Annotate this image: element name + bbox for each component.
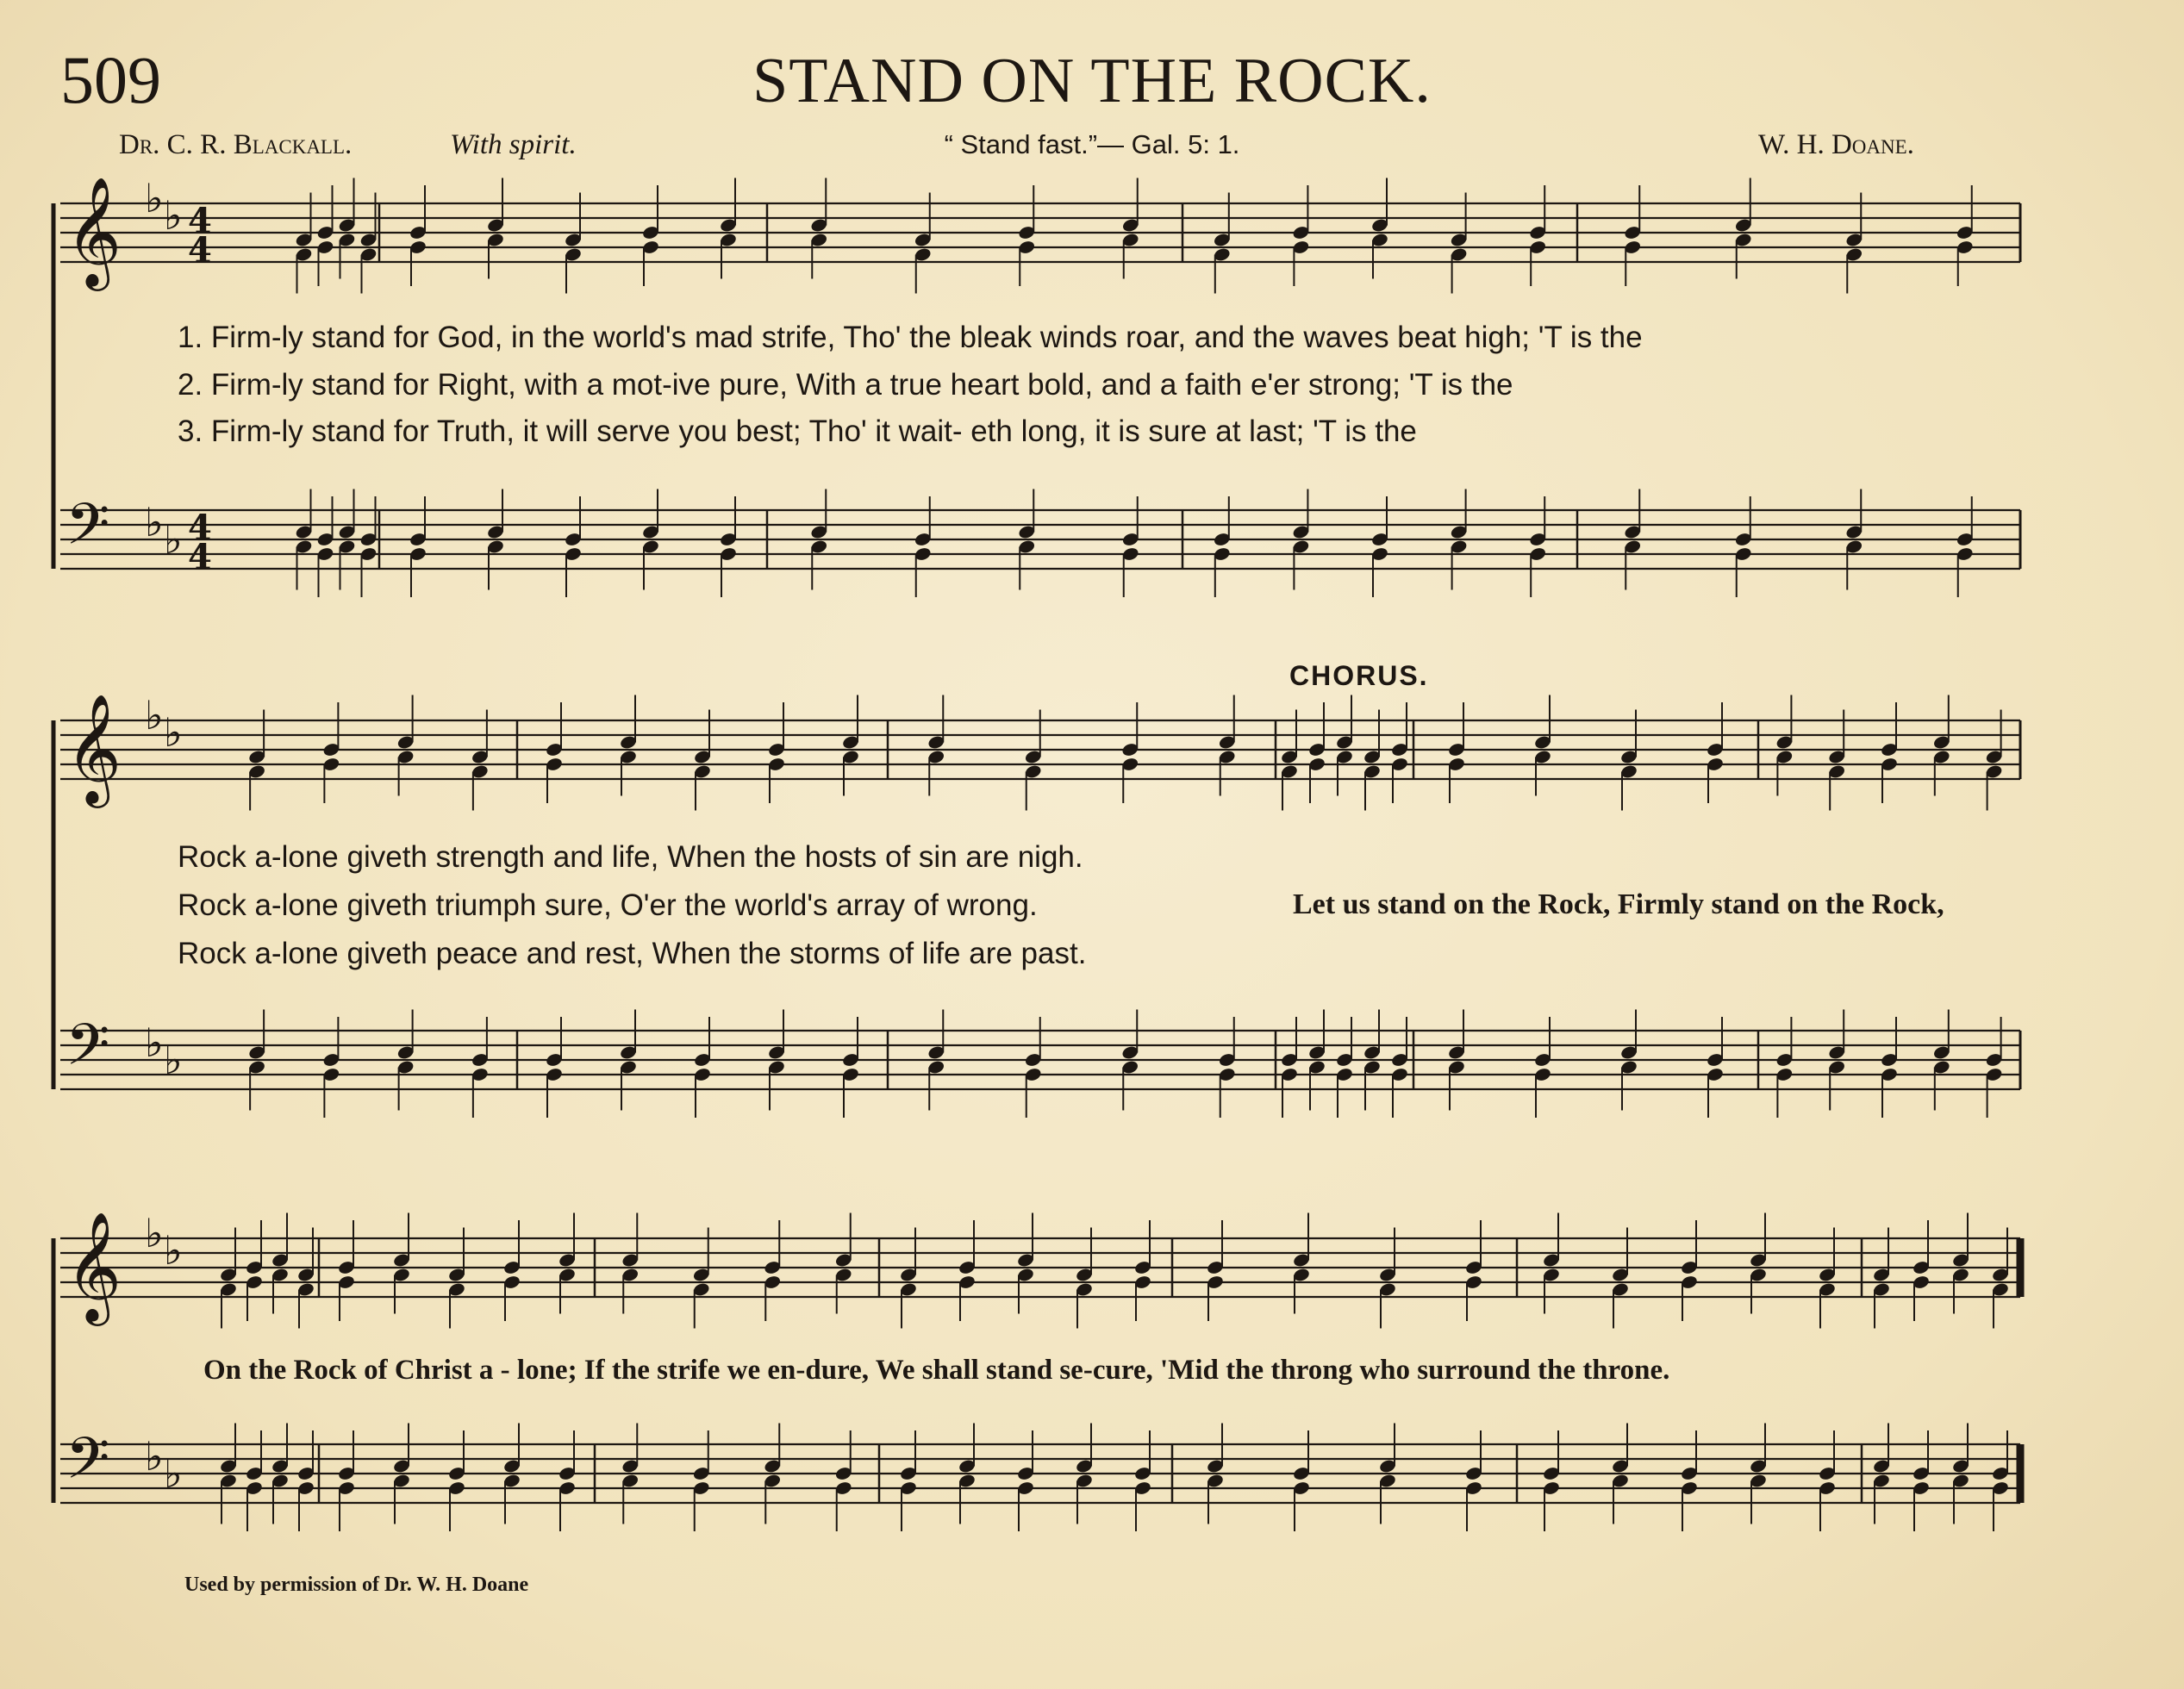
bass-clef: 𝄢 — [66, 1012, 110, 1092]
composer-credit: W. H. Doane. — [1758, 129, 1914, 160]
verse-3-line-1: 3. Firm-ly stand for Truth, it will serve you best; Tho' it wait- eth long, it is sure at last; 'T is the — [178, 414, 1417, 448]
treble-clef: 𝄞 — [66, 693, 122, 803]
flat-sign: ♭ — [164, 1450, 183, 1497]
flat-sign: ♭ — [145, 1433, 164, 1480]
flat-sign: ♭ — [164, 1037, 183, 1083]
flat-sign: ♭ — [145, 692, 164, 739]
flat-sign: ♭ — [145, 499, 164, 545]
verse-1-line-2: Rock a-lone giveth strength and life, When the hosts of sin are nigh. — [178, 840, 1083, 874]
flat-sign: ♭ — [145, 1210, 164, 1256]
flat-sign: ♭ — [164, 1227, 183, 1274]
verse-2-line-1: 2. Firm-ly stand for Right, with a mot-ive pure, With a true heart bold, and a faith e'er strong; 'T is the — [178, 368, 1513, 402]
flat-sign: ♭ — [164, 709, 183, 756]
time-signature-bottom: 4 — [188, 537, 212, 577]
chorus-line-1: Let us stand on the Rock, Firmly stand on the Rock, — [1293, 888, 1944, 920]
treble-clef: 𝄞 — [66, 1211, 122, 1321]
tempo-marking: With spirit. — [450, 129, 577, 160]
bass-clef: 𝄢 — [66, 491, 110, 571]
flat-sign: ♭ — [145, 175, 164, 221]
verse-2-line-2: Rock a-lone giveth triumph sure, O'er the world's array of wrong. — [178, 888, 1038, 922]
chorus-label: CHORUS. — [1289, 660, 1429, 691]
verse-3-line-2: Rock a-lone giveth peace and rest, When the storms of life are past. — [178, 937, 1087, 970]
flat-sign: ♭ — [164, 192, 183, 239]
author-credit: Dr. C. R. Blackall. — [119, 129, 353, 160]
scripture-reference: “ Stand fast.”— Gal. 5: 1. — [944, 129, 1240, 159]
flat-sign: ♭ — [164, 516, 183, 563]
bass-clef: 𝄢 — [66, 1425, 110, 1505]
hymn-number: 509 — [60, 42, 161, 117]
verse-1-line-1: 1. Firm-ly stand for God, in the world's mad strife, Tho' the bleak winds roar, and the waves beat high; 'T is the — [178, 321, 1643, 354]
treble-clef: 𝄞 — [66, 176, 122, 286]
flat-sign: ♭ — [145, 1019, 164, 1066]
time-signature-top: 4 — [188, 201, 212, 241]
permission-footer: Used by permission of Dr. W. H. Doane — [184, 1574, 529, 1596]
chorus-line-2: On the Rock of Christ a - lone; If the strife we en-dure, We shall stand se-cure, 'Mid the throng who surround the throne. — [203, 1355, 1670, 1386]
time-signature-bottom: 4 — [188, 230, 212, 271]
hymn-title: STAND ON THE ROCK. — [752, 46, 1432, 116]
time-signature-top: 4 — [188, 508, 212, 548]
